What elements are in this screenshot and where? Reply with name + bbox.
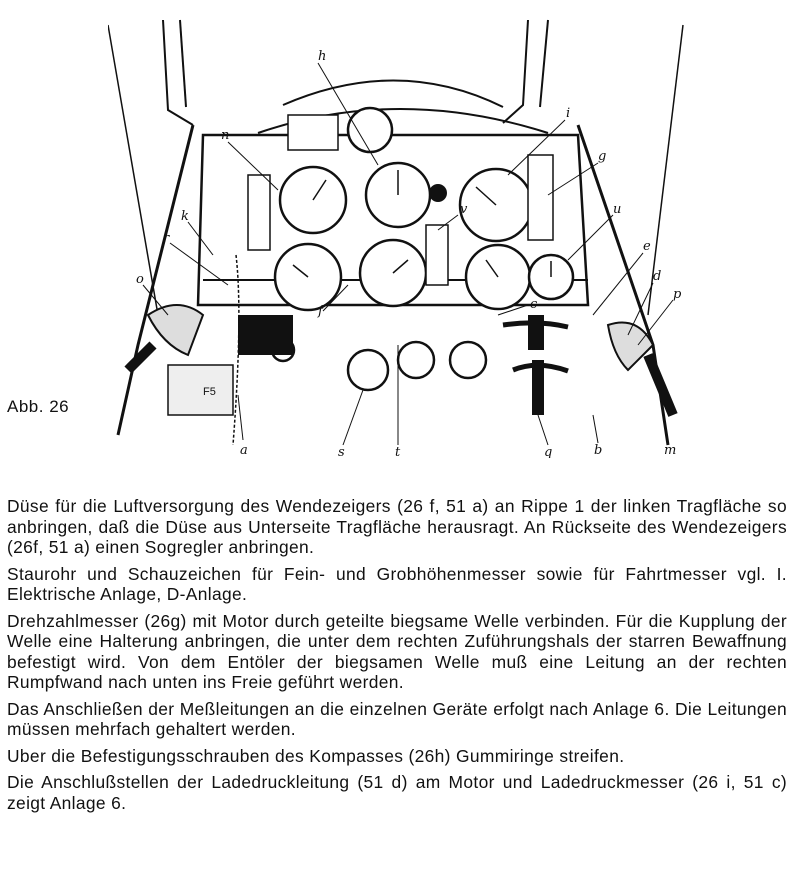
label-n: n (221, 128, 230, 143)
label-b: b (594, 443, 603, 458)
label-p: p (673, 287, 682, 302)
inset-label: F5 (203, 386, 216, 398)
label-i: i (566, 106, 571, 121)
paragraph-tachometer: Drehzahlmesser (26g) mit Motor durch geteilte biegsame Welle verbinden. Für die Kupplung der Welle eine Halterung anbringen, die unter dem rechten Zuführungshals der starren Bewaffnung befestigt wird. Von dem Entöler der biegsamen Welle muß eine Leitung an der rechten Rumpfwand nach unten ins Freie geführt werden. (7, 610, 787, 692)
paragraph-nozzle: Düse für die Luftversorgung des Wendezeigers (26 f, 51 a) an Rippe 1 der linken Tragfläche so anbringen, daß die Düse aus Unterseite Tragfläche herausragt. An Rückseite des Wendezeigers (26f, 51 a) einen Sogregler anbringen. (7, 496, 787, 557)
label-u: u (613, 202, 622, 217)
label-o: o (136, 272, 144, 287)
label-a: a (240, 443, 248, 458)
label-m: m (664, 443, 677, 458)
label-s: s (338, 445, 345, 458)
figure-caption: Abb. 26 (7, 397, 70, 416)
label-f: f (318, 304, 323, 319)
label-t: t (395, 445, 401, 458)
label-k: k (181, 209, 189, 224)
body-text (7, 496, 787, 819)
label-v: v (460, 202, 468, 217)
paragraph-pitot: Staurohr und Schauzeichen für Fein- und Grobhöhenmesser sowie für Fahrtmesser vgl. I. Elektrische Anlage, D-Anlage. (7, 563, 787, 604)
label-q: q (544, 445, 553, 458)
label-g: g (598, 149, 607, 164)
label-r: r (163, 231, 170, 246)
paragraph-boost: Die Anschlußstellen der Ladedruckleitung (51 d) am Motor und Ladedruckmesser (26 i, 51 c) zeigt Anlage 6. (7, 772, 787, 813)
label-e: e (643, 239, 651, 254)
label-c: c (530, 297, 538, 312)
paragraph-compass: Uber die Befestigungsschrauben des Kompasses (26h) Gummiringe streifen. (7, 745, 625, 766)
label-h: h (318, 49, 327, 64)
paragraph-lines: Das Anschließen der Meßleitungen an die einzelnen Geräte erfolgt nach Anlage 6. Die Leitungen müssen mehrfach gehaltert werden. (7, 698, 787, 739)
cockpit-drawing (108, 15, 688, 458)
cockpit-illustration (108, 15, 688, 458)
label-d: d (653, 269, 662, 284)
